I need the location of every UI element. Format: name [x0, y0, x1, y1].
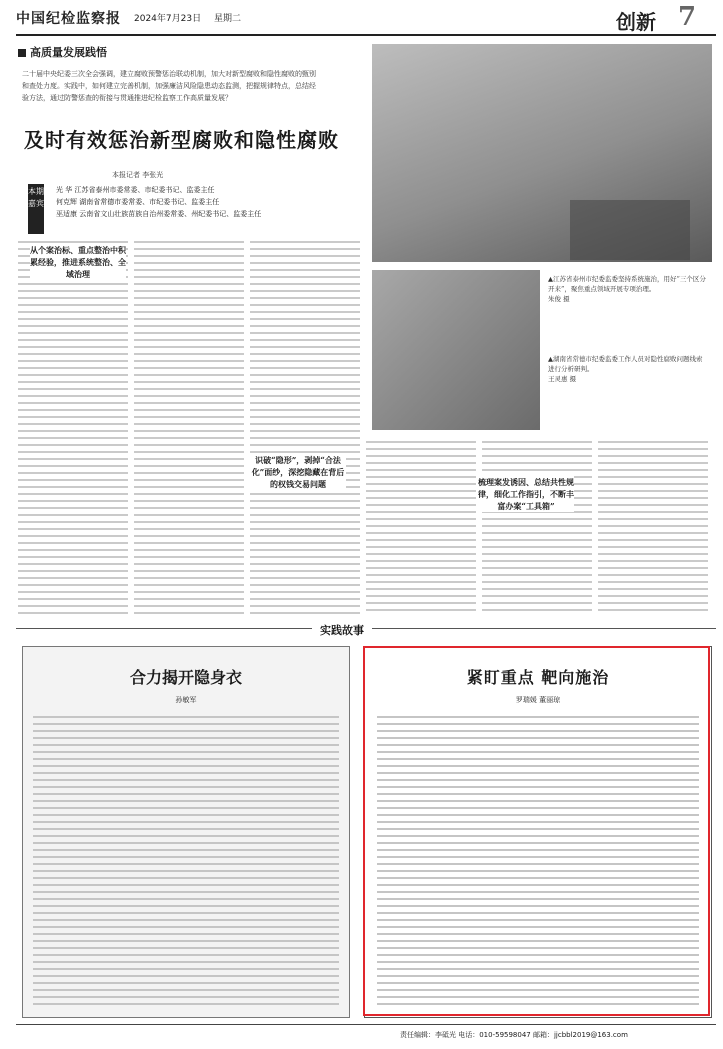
story-left-author: 孙敏军 — [175, 696, 197, 704]
subhead-1: 从个案治标、重点整治中积累经验，推进系统整治、全域治理 — [30, 245, 126, 279]
page-number: 7 — [678, 2, 697, 32]
article-headline: 及时有效惩治新型腐败和隐性腐败 — [24, 128, 339, 152]
story-right-author: 罗瑞媛 董丽琼 — [515, 696, 561, 704]
text-column-6 — [598, 436, 708, 616]
subhead-3: 梳理案发诱因、总结共性规律，细化工作指引，不断丰富办案“工具箱” — [478, 477, 574, 511]
text-column-3 — [250, 236, 360, 616]
column-tag — [18, 44, 107, 60]
footer-rule — [16, 1024, 716, 1025]
guest-1: 光 华 江苏省泰州市委常委、市纪委书记、监委主任 — [56, 186, 215, 194]
article-byline: 本报记者 李张光 — [112, 171, 164, 179]
footer-info: 责任编辑：李砥光 电话：010-59598047 邮箱：jjcbbl2019@163.com — [400, 1031, 628, 1039]
photo-credit-2: 王灵惠 摄 — [548, 375, 577, 383]
issue-weekday: 星期二 — [214, 14, 242, 24]
masthead — [16, 2, 716, 34]
column-tag-text: 高质量发展践悟 — [30, 46, 107, 59]
story-left-title: 合力揭开隐身衣 — [129, 668, 242, 687]
paper-name: 中国纪检监察报 — [16, 11, 121, 27]
photo-credit-1: 朱俊 摄 — [548, 295, 570, 303]
text-column-2 — [134, 236, 244, 616]
caption-2-text: ▲湖南省常德市纪委监委工作人员对隐性腐败问题线索进行分析研判。 — [548, 355, 703, 373]
section-title: 创新 — [616, 10, 656, 34]
square-icon — [18, 49, 26, 57]
text-column-1 — [18, 236, 128, 616]
article-intro: 二十届中央纪委三次全会强调，建立腐败预警惩治联动机制，加大对新型腐败和隐性腐败的甄别和查处力度。实践中，如何建立完善机制，加强廉洁风险隐患动态监测，把握规律特点，总结经验方法，通过防警惩查的衔接与贯通推进纪检监察工作高质量发展？ — [22, 70, 316, 102]
story-left — [22, 646, 350, 1018]
text-column-4 — [366, 436, 476, 616]
masthead-rule — [16, 34, 716, 36]
highlight-box — [363, 646, 710, 1016]
story-right-title: 紧盯重点 靶向施治 — [466, 668, 610, 687]
article-body — [18, 236, 716, 616]
caption-1-text: ▲江苏省泰州市纪委监委坚持系统施治，用好“三个区分开来”，聚焦重点领域开展专项治理。 — [548, 275, 706, 293]
guest-3: 巫适康 云南省文山壮族苗族自治州委常委、州纪委书记、监委主任 — [56, 210, 262, 218]
story-left-body — [33, 711, 339, 1007]
guests-label: 本期嘉宾 — [28, 184, 44, 234]
guest-list — [56, 184, 356, 220]
issue-date: 2024年7月23日 — [134, 14, 202, 24]
section-banner: 实践故事 — [312, 622, 372, 638]
subhead-2: 识破“隐形”，剥掉“合法化”面纱，深挖隐藏在背后的权钱交易问题 — [251, 455, 345, 489]
text-column-5 — [482, 436, 592, 616]
guest-2: 何克辉 湖南省常德市委常委、市纪委书记、监委主任 — [56, 198, 220, 206]
